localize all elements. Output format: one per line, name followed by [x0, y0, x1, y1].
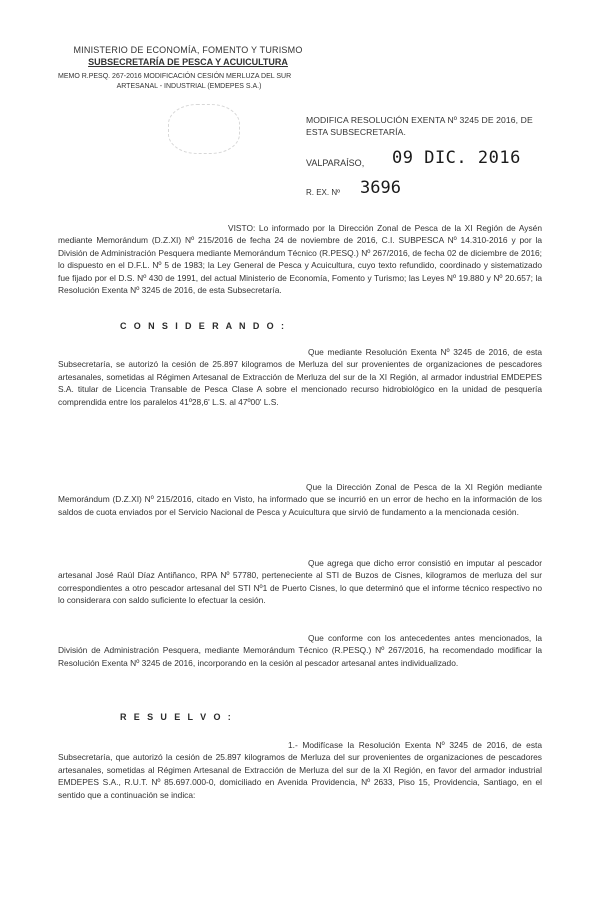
- ministry-name: MINISTERIO DE ECONOMÍA, FOMENTO Y TURISMO: [73, 45, 303, 55]
- memo-line-1: MEMO R.PESQ. 267-2016 MODIFICACIÓN CESIÓN MERLUZA DEL SUR: [58, 73, 292, 80]
- considerando-heading: C O N S I D E R A N D O :: [120, 321, 287, 331]
- considerando-paragraph-3: Que agrega que dicho error consistió en imputar al pescador artesanal José Raúl Díaz Antiñanco, RPA Nº 57780, perteneciente al STI de Buzos de Cisnes, kilogramos de merluza del sur correspondientes a otro pescador artesanal del STI Nº1 de Puerto Cisnes, lo que determinó que el informe técnico respectivo no lo considerara con saldo suficiente lo efectuar la cesión.: [58, 558, 542, 606]
- memo-reference: [58, 72, 320, 92]
- considerando-paragraph-2: Que la Dirección Zonal de Pesca de la XI Región mediante Memorándum (D.Z.XI) Nº 215/2016, citado en Visto, ha informado que se incurrió en un error de hecho en la información de los saldos de cuota enviados por el Servicio Nacional de Pesca y Acuicultura que sirvió de fundamento a la mencionada cesión.: [58, 482, 542, 517]
- faded-stamp: [168, 104, 240, 154]
- resuelvo-heading: R E S U E L V O :: [120, 712, 234, 722]
- subsecretaria-name: SUBSECRETARÍA DE PESCA Y ACUICULTURA: [88, 57, 288, 67]
- rex-label: R. EX. Nº: [306, 188, 341, 197]
- memo-line-2: ARTESANAL - INDUSTRIAL (EMDEPES S.A.): [116, 83, 262, 90]
- visto-paragraph: VISTO: Lo informado por la Dirección Zonal de Pesca de la XI Región de Aysén mediante Memorándum (D.Z.XI) Nº 215/2016 de fecha 24 de noviembre de 2016, C.I. SUBPESCA Nº 14.310-2016 y por la División de Administración Pesquera mediante Memorándum Técnico (R.PESQ.) Nº 267/2016, de fecha 02 de diciembre de 2016; lo dispuesto en el D.F.L. Nº 5 de 1983; la Ley General de Pesca y Acuicultura, cuyo texto refundido, coordinado y sistematizado fue fijado por el D.S. Nº 430 de 1991, del actual Ministerio de Economía, Fomento y Turismo; las Leyes Nº 19.880 y Nº 20.657; la Resolución Exenta Nº 3245 de 2016, de esta Subsecretaría.: [58, 223, 542, 296]
- rex-number: 3696: [360, 178, 401, 198]
- resolution-subject: MODIFICA RESOLUCIÓN EXENTA Nº 3245 DE 2016, DE ESTA SUBSECRETARÍA.: [306, 115, 533, 137]
- stamped-date: 09 DIC. 2016: [392, 148, 521, 168]
- place-label: VALPARAÍSO,: [306, 158, 365, 168]
- considerando-paragraph-4: Que conforme con los antecedentes antes mencionados, la División de Administración Pesquera, mediante Memorándum Técnico (R.PESQ.) Nº 267/2016, ha recomendado modificar la Resolución Exenta Nº 3245 de 2016, incorporando en la cesión al pescador artesanal antes individualizado.: [58, 633, 542, 668]
- letterhead: [58, 44, 318, 68]
- considerando-paragraph-1: Que mediante Resolución Exenta Nº 3245 de 2016, de esta Subsecretaría, se autorizó la cesión de 25.897 kilogramos de Merluza del sur provenientes de organizaciones de pescadores artesanales, sometidas al Régimen Artesanal de Extracción de Merluza del sur de la XI Región, al armador industrial EMDEPES S.A. titular de Licencia Transable de Pesca Clase A sobre el mencionado recurso hidrobiológico en la unidad de pesquería comprendida entre los paralelos 41º28,6' L.S. al 47º00' L.S.: [58, 347, 542, 407]
- resuelvo-paragraph-1: 1.- Modifícase la Resolución Exenta Nº 3245 de 2016, de esta Subsecretaría, que autorizó la cesión de 25.897 kilogramos de Merluza del sur provenientes de organizaciones de pescadores artesanales, sometidas al Régimen Artesanal de Extracción de Merluza del sur de la XI Región, en favor del armador industrial EMDEPES S.A., R.U.T. Nº 85.697.000-0, domiciliado en Avenida Providencia, Nº 2633, Piso 15, Providencia, Santiago, en el sentido que a continuación se indica:: [58, 740, 542, 800]
